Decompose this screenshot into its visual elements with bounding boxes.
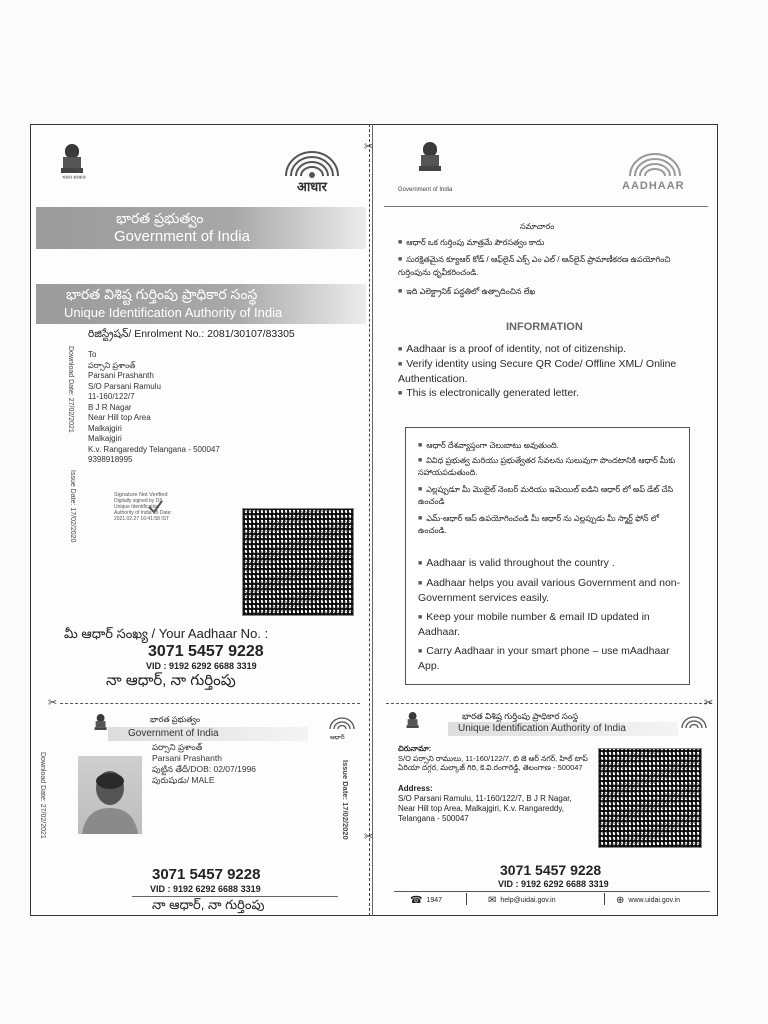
your-aadhaar-label: మీ ఆధార్ సంఖ్య / Your Aadhaar No. : xyxy=(64,626,269,641)
left-card-cut-line xyxy=(60,703,360,704)
footer-separator xyxy=(466,893,467,905)
card-holder-details: పర్సాని ప్రశాంత్ Parsani Prashanth పుట్టిన తేదీ/DOB: 02/07/1996 పురుషుడు/ MALE xyxy=(152,742,257,785)
card-uidai-band xyxy=(448,722,678,736)
card-address-telugu: చిరునామా: S/O పర్సాని రాములు, 11-160/122/7, బి జె ఆర్ నగర్, హిల్ టాప్ ఏరియా దగ్గర, మల్కాజ్ గిరి, కె.వి.రంగారెడ్డి, తెలంగాణ - 500047 xyxy=(398,744,588,772)
benefits-telugu-list: ■ ఆధార్ దేశవ్యాప్తంగా చెలుబాటు అవుతుంది. ■ వివిధ ప్రభుత్వ మరియు ప్రభుత్వేతర సేవలను సులువుగా పొందటానికి ఆధార్ మీకు సహాయపడుతుంది. ■ ఎల్లప్పుడూ మీ మొబైల్ నెంబర్ మరియు ఇమెయిల్ ఐడిని ఆధార్ లో అప్ డేట్ చేసి ఉంచండి ■ ఎమ్-ఆధార్ ఆప్ ఉపయోగించండి మీ ఆధార్ ను ఎల్లప్పుడు మీ స్మార్ట్ ఫోన్ లో ఉంచండి. xyxy=(418,440,684,537)
card-slogan: నా ఆధార్, నా గుర్తింపు xyxy=(152,897,265,912)
right-emblem-caption: Government of India xyxy=(398,187,453,193)
uidai-band xyxy=(36,284,366,324)
website: ⊕ www.uidai.gov.in xyxy=(616,895,681,906)
scissors-icon: ✂ xyxy=(364,141,374,153)
phone-icon: ☎ xyxy=(410,895,423,906)
help-email: ✉ help@uidai.gov.in xyxy=(488,895,556,906)
right-card-aadhaar-logo-icon xyxy=(678,712,710,734)
globe-icon: ⊕ xyxy=(616,895,625,906)
national-emblem-icon xyxy=(94,714,107,733)
recipient-address: To పర్సాని ప్రశాంత్ Parsani Prashanth S/O Parsani Ramulu 11-160/122/7 B J R Nagar Near Hill top Area Malkajgiri Malkajgiri K.v. Rangareddy Telangana - 500047 9398918995 xyxy=(88,350,220,464)
card-download-date: Download Date: 27/02/2021 xyxy=(39,752,46,839)
telugu-info-heading: సమాచారం xyxy=(520,222,555,231)
information-list: ■ Aadhaar is a proof of identity, not of citizenship. ■ Verify identity using Secure QR Code/ Offline XML/ Online Authentication. ■ This is electronically generated letter. xyxy=(398,342,708,401)
aadhaar-number: 3071 5457 9228 xyxy=(148,643,264,660)
vid-number: VID : 9192 6292 6688 3319 xyxy=(146,661,257,671)
scissors-icon: ✂ xyxy=(364,831,374,843)
letter-qr-code xyxy=(242,508,354,616)
right-card-divider xyxy=(394,891,710,892)
uidai-english: Unique Identification Authority of India xyxy=(64,305,283,320)
national-emblem-icon: भारत सरकार xyxy=(60,144,84,178)
aadhaar-logo-text: आधार xyxy=(297,179,327,194)
signature-check-icon xyxy=(146,498,164,516)
government-band xyxy=(36,207,366,249)
scissors-icon: ✂ xyxy=(704,697,714,709)
right-card-cut-line xyxy=(386,703,712,704)
right-card-vid-number: VID : 9192 6292 6688 3319 xyxy=(498,879,609,889)
card-uidai-telugu: భారత విశిష్ట గుర్తింపు ప్రాధికార సంస్థ xyxy=(462,711,579,721)
email-icon: ✉ xyxy=(488,895,497,906)
card-government-band xyxy=(108,727,308,741)
government-telugu: భారత ప్రభుత్వం xyxy=(116,210,204,226)
card-aadhaar-text: ఆధార్ xyxy=(330,735,345,741)
information-heading: INFORMATION xyxy=(506,321,583,333)
uidai-telugu: భారత విశిష్ట గుర్తింపు ప్రాధికార సంస్థ xyxy=(66,286,258,302)
card-vid-number: VID : 9192 6292 6688 3319 xyxy=(150,884,261,894)
enrolment-number: రిజిస్ట్రేషన్/ Enrolment No.: 2081/30107/83305 xyxy=(88,328,295,340)
national-emblem-icon xyxy=(406,712,419,731)
card-government-telugu: భారత ప్రభుత్వం xyxy=(150,715,200,724)
right-header-rule xyxy=(384,206,708,207)
vertical-cut-line xyxy=(369,124,370,916)
card-qr-code xyxy=(598,748,702,848)
footer-separator xyxy=(604,893,605,905)
right-card-aadhaar-number: 3071 5457 9228 xyxy=(500,862,602,878)
national-emblem-icon xyxy=(418,142,442,176)
card-government-english: Government of India xyxy=(128,728,219,739)
card-aadhaar-number: 3071 5457 9228 xyxy=(152,866,261,883)
scissors-icon: ✂ xyxy=(48,697,58,709)
benefits-english-list: ■ Aadhaar is valid throughout the country . ■ Aadhaar helps you avail various Government and non-Government services easily. ■ Keep your mobile number & email ID updated in Aadhaar. ■ Carry Aadhaar in your smart phone – use mAadhaar App. xyxy=(418,556,684,673)
download-date: Download Date: 27/02/2021 xyxy=(67,346,74,433)
telugu-info-list: ■ ఆధార్ ఒక గుర్తింపు మాత్రమే పౌరసత్వం కాదు ■ సురక్షితమైన క్యూఆర్ కోడ్ / ఆఫ్‌లైన్ ఎక్స్ ఎం ఎల్ / ఆన్‌లైన్ ప్రామాణీకరణ ఉపయోగించి గుర్తింపును ధృవీకరించండి. ■ ఇది ఎలెక్ట్రానిక్ పద్ధతిలో ఉత్పాదించిన లేఖ xyxy=(398,236,698,298)
slogan: నా ఆధార్, నా గుర్తింపు xyxy=(106,672,236,689)
card-uidai-english: Unique Identification Authority of India xyxy=(458,723,626,734)
card-aadhaar-logo-icon xyxy=(326,713,358,735)
holder-photo xyxy=(78,756,142,834)
issue-date: Issue Date: 17/02/2020 xyxy=(69,470,76,543)
vertical-divider xyxy=(372,124,373,916)
signature-block: Signature Not Verified Digitally signed by DS Unique Identification Authority of India 05 Date: 2021.02.27 16:41:58 IST xyxy=(114,492,172,522)
right-aadhaar-logo-text: AADHAAR xyxy=(622,180,685,192)
card-address-english: Address: S/O Parsani Ramulu, 11-160/122/7, B J R Nagar, Near Hill top Area, Malkajgiri, K.v. Rangareddy, Telangana - 500047 xyxy=(398,784,572,823)
card-issue-date: Issue Date: 17/02/2020 xyxy=(341,760,350,840)
government-english: Government of India xyxy=(114,228,250,245)
helpline: ☎ 1947 xyxy=(410,895,443,906)
